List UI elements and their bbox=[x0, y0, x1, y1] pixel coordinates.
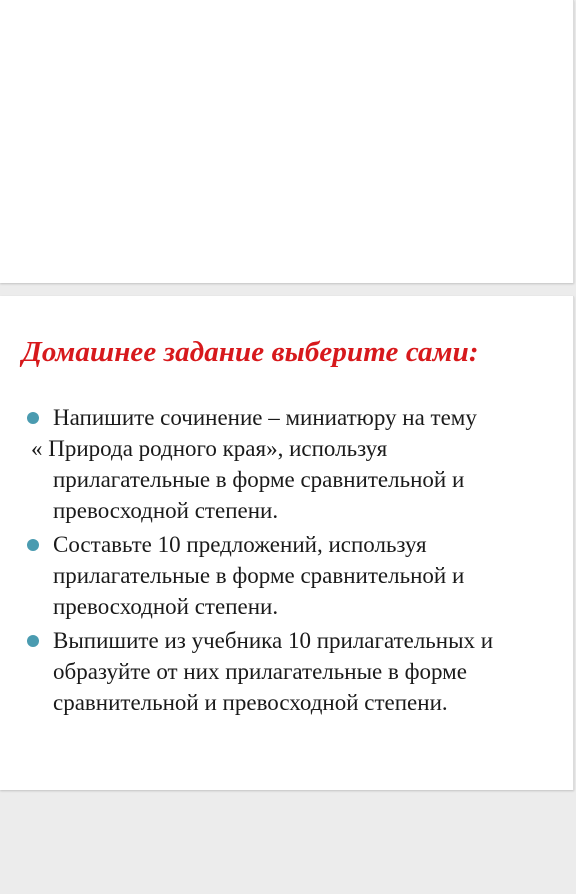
previous-slide-blank bbox=[0, 0, 574, 283]
task-1-line-4: превосходной степени. bbox=[53, 498, 279, 523]
task-3-line-3: сравнительной и превосходной степени. bbox=[53, 690, 448, 715]
task-item-2 bbox=[0, 529, 573, 622]
task-2-line-3: превосходной степени. bbox=[53, 594, 279, 619]
bullet-dot-icon bbox=[27, 539, 39, 551]
bullet-dot-icon bbox=[27, 635, 39, 647]
task-2-line-1: Составьте 10 предложений, используя bbox=[53, 532, 427, 557]
task-1-line-3: прилагательные в форме сравнительной и bbox=[53, 467, 465, 492]
task-1-line-1: Напишите сочинение – миниатюру на тему bbox=[53, 405, 477, 430]
task-3-line-2: образуйте от них прилагательные в форме bbox=[53, 659, 467, 684]
task-list bbox=[0, 402, 573, 718]
task-item-1 bbox=[0, 402, 573, 526]
homework-slide bbox=[0, 296, 574, 790]
task-2-line-2: прилагательные в форме сравнительной и bbox=[53, 563, 465, 588]
slide-title: Домашнее задание выберите сами: bbox=[22, 336, 479, 368]
task-3-line-1: Выпишите из учебника 10 прилагательных и bbox=[53, 628, 494, 653]
task-1-line-2: « Природа родного края», используя bbox=[31, 436, 388, 461]
task-item-3 bbox=[0, 625, 573, 718]
bullet-dot-icon bbox=[27, 412, 39, 424]
